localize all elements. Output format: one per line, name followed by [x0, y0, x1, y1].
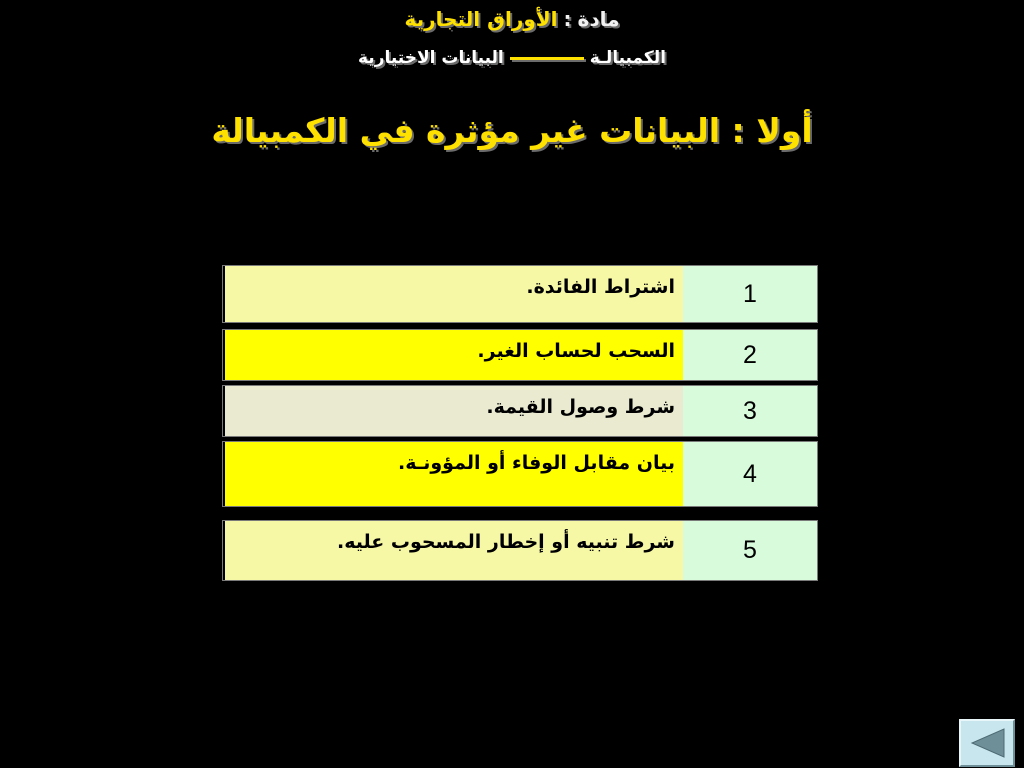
list-item	[222, 329, 818, 381]
item-text: شرط وصول القيمة	[493, 396, 675, 418]
item-dot: .	[526, 276, 534, 298]
item-dot: .	[337, 531, 345, 553]
item-dot: .	[486, 396, 494, 418]
item-text-cell	[223, 266, 683, 322]
course-name: الأوراق التجارية	[404, 7, 558, 31]
item-dot: .	[477, 340, 485, 362]
subtopic-label: البيانات الاختيارية	[358, 48, 504, 68]
list-item	[222, 520, 818, 581]
item-dot: .	[397, 452, 406, 474]
item-text: شرط تنبيه أو إخطار المسحوب عليه	[344, 531, 675, 553]
course-colon: :	[563, 7, 572, 31]
course-label: مادة	[577, 7, 620, 31]
back-button[interactable]	[959, 719, 1015, 767]
back-arrow-icon	[968, 727, 1008, 759]
item-text-cell	[223, 521, 683, 580]
item-number: 1	[683, 266, 817, 322]
item-text-cell	[223, 442, 683, 506]
header-topic-line	[0, 44, 1024, 72]
item-text-cell	[223, 330, 683, 380]
item-text: اشتراط الفائدة	[533, 276, 675, 298]
item-text: السحب لحساب الغير	[484, 340, 675, 362]
item-number: 5	[683, 521, 817, 580]
topic-label: الكمبيالـة	[589, 48, 666, 68]
item-text: بيان مقابل الوفاء أو المؤونـة	[405, 452, 675, 474]
item-number: 2	[683, 330, 817, 380]
list-item	[222, 385, 818, 437]
list-item	[222, 265, 818, 323]
item-number: 3	[683, 386, 817, 436]
section-heading: أولا : البيانات غير مؤثرة في الكمبيالة	[211, 111, 813, 150]
header-course-line	[0, 4, 1024, 34]
list-item	[222, 441, 818, 507]
topic-separator	[510, 57, 584, 60]
item-number: 4	[683, 442, 817, 506]
item-text-cell	[223, 386, 683, 436]
